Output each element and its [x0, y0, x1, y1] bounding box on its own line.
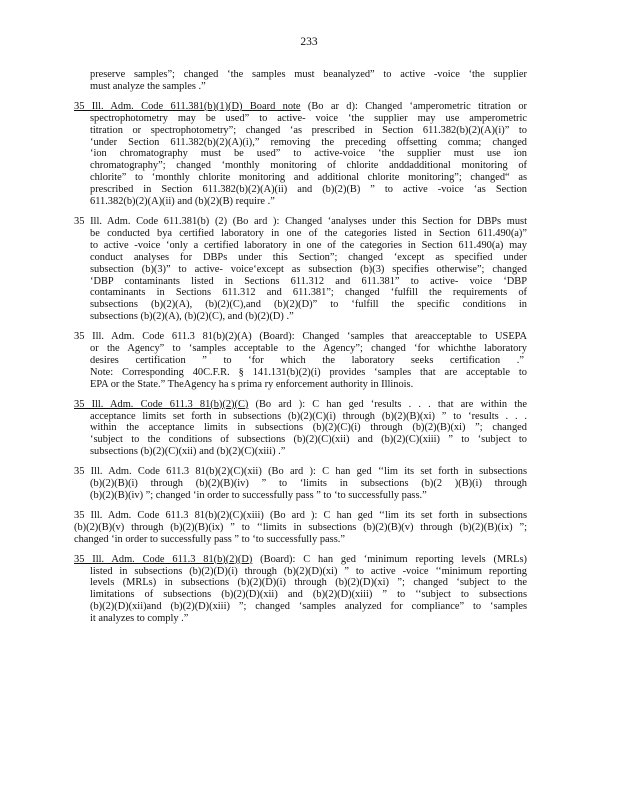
line-text: it analyzes to comply .”	[90, 613, 189, 625]
line-text: prescribed in Section 611.382(b)(2)(A)(ii) and (b)(2)(B) ” to active -voice ‘as Section	[90, 184, 527, 196]
text-line	[74, 613, 528, 625]
text-line	[74, 434, 528, 446]
text-line	[74, 276, 528, 288]
line-text: must analyze the samples .”	[90, 80, 206, 92]
text-line	[74, 137, 528, 149]
text-line	[74, 160, 528, 172]
text-line	[74, 446, 528, 458]
line-text: levels (MRLs) in subsections (b)(2)(D)(i) through (b)(2)(D)(xi) ”; changed ‘subject to the	[90, 577, 527, 589]
text-line	[74, 287, 528, 299]
text-line	[74, 216, 528, 228]
line-text: 35 Ill. Adm. Code 611.3 81(b)(2)(A) (Board): Changed ‘samples that areacceptable to USEPA	[74, 331, 527, 343]
text-line	[74, 172, 528, 184]
text-line	[74, 228, 528, 240]
text-line	[74, 355, 528, 367]
text-line	[74, 343, 528, 355]
text-line	[74, 184, 528, 196]
line-text: subsections (b)(2)(C)(xii) and (b)(2)(C)(xiii) .”	[90, 446, 286, 458]
line-text: or the Agency” to ‘samples acceptable to the Agency”; changed ‘for whichthe laboratory	[90, 343, 527, 355]
citation: 35 Ill. Adm. Code 611.3 81(b)(2)(C)	[74, 398, 249, 410]
text-line	[74, 196, 528, 208]
line-text: Note: Corresponding 40C.F.R. § 141.131(b)(2)(i) provides ‘samples that are acceptable to	[90, 366, 527, 378]
text-line	[74, 81, 528, 93]
comment-entry	[74, 331, 528, 391]
text-line	[74, 510, 528, 522]
text-line	[74, 125, 528, 137]
document-body	[74, 69, 528, 633]
line-text: conduct analyses for DBPs under this Section”; changed ‘except as specified under	[90, 251, 527, 263]
line-text: acceptance limits set forth in subsections (b)(2)(C)(i) through (b)(2)(B)(xi) ” to ‘results . . .	[90, 410, 527, 422]
text-line	[74, 113, 528, 125]
text-line	[74, 601, 528, 613]
comment-entry	[74, 216, 528, 323]
line-text: listed in subsections (b)(2)(D)(i) through (b)(2)(D)(xi) ” to active -voice ‘‘minimum reporting	[90, 565, 527, 577]
text-line	[74, 367, 528, 379]
line-text: (b)(2)(D)(xii)and (b)(2)(D)(xiii) ”; changed ‘samples analyzed for compliance” to ‘samples	[90, 601, 527, 613]
text-line	[74, 252, 528, 264]
page-number: 233	[300, 36, 318, 48]
line-text: 35 Ill. Adm. Code 611.3 81(b)(2)(C)(xiii) (Bo ard ): C han ged ‘‘lim its set forth in subsections	[74, 509, 527, 521]
comment-entry	[74, 101, 528, 208]
line-text: ‘DBP contaminants listed in Sections 611.312 and 611.381” to active- voice ‘DBP	[90, 275, 527, 287]
comment-entry	[74, 466, 528, 502]
line-text: subsections (b)(2)(A), (b)(2)(C), and (b)(2)(D) .”	[90, 311, 294, 323]
line-text: ‘ion chromatography must be used” to active-voice ‘the supplier must use ion	[90, 148, 527, 160]
text-line	[74, 69, 528, 81]
text-line	[74, 577, 528, 589]
line-text: titration or spectrophotometry”; changed ‘as prescribed in Section 611.382(b)(2)(A)(i)” to	[90, 124, 527, 136]
line-text: 35 Ill. Adm. Code 611.381(b) (2) (Bo ard ): Changed ‘analyses under this Section for DBPs must	[74, 215, 527, 227]
text-line	[74, 148, 528, 160]
line-text: within the acceptance limits in subsections (b)(2)(C)(i) through (b)(2)(B)(xi) ”; changed	[90, 422, 527, 434]
text-line	[74, 589, 528, 601]
line-text: desires certification ” to ‘for which the laboratory seeks certification .”	[90, 354, 524, 366]
text-line	[74, 411, 528, 423]
text-line	[74, 490, 528, 502]
line-text: (Bo ar d): Changed ‘amperometric titration or	[300, 100, 527, 112]
text-line	[74, 264, 528, 276]
comment-entry	[74, 399, 528, 459]
line-text: (Board): C han ged ‘minimum reporting levels (MRLs)	[252, 553, 528, 565]
line-text: ‘subject to the conditions of subsections (b)(2)(C)(xii) and (b)(2)(C)(xiii) ” to ‘subject to	[90, 434, 527, 446]
line-text: chlorite” to ‘monthly chlorite monitoring and additional chlorite monitoring”; changed“ as	[90, 172, 527, 184]
line-text: ‘under Section 611.382(b)(2)(A)(i),” removing the preceding offsetting comma; changed	[90, 136, 527, 148]
line-text: subsection (b)(3)” to active- voice‘except as subsection (b)(3) specifies otherwise”; changed	[90, 263, 527, 275]
text-line	[74, 101, 528, 113]
line-text: spectrophotometry may be used” to active- voice ‘the supplier may use amperometric	[90, 112, 527, 124]
citation: 35 Ill. Adm. Code 611.381(b)(1)(D) Board note	[74, 100, 301, 112]
line-text: to active -voice ‘only a certified laboratory in one of the categories in Section 611.490(a) may	[90, 239, 527, 251]
line-text: (b)(2)(B)(i) through (b)(2)(B)(iv) ” to ‘limits in subsections (b)(2 )(B)(i) through	[90, 478, 527, 490]
text-line	[74, 399, 528, 411]
comment-entry	[74, 69, 528, 93]
line-text: changed ‘in order to successfully pass ” to ‘to successfully pass.”	[74, 533, 345, 545]
line-text: EPA or the State.” TheAgency ha s prima ry enforcement authority in Illinois.	[90, 378, 414, 390]
text-line	[74, 478, 528, 490]
text-line	[74, 299, 528, 311]
text-line	[74, 422, 528, 434]
text-line	[74, 534, 528, 546]
line-text: be conducted bya certified laboratory in one of the categories listed in Section 611.490(a)”	[90, 227, 527, 239]
line-text: (b)(2)(B)(iv) ”; changed ‘in order to successfully pass ” to ‘to successfully pass.”	[90, 490, 427, 501]
line-text: limitations of subsections (b)(2)(D)(xii) and (b)(2)(D)(xiii) ” to ‘‘subject to subsections	[90, 589, 527, 601]
text-line	[74, 311, 528, 323]
line-text: chromatography”; changed ‘monthly monitoring of chlorite anddadditional monitoring of	[90, 160, 527, 172]
comment-entry	[74, 510, 528, 546]
text-line	[74, 566, 528, 578]
text-line	[74, 554, 528, 566]
text-line	[74, 466, 528, 478]
line-text: (Bo ard ): C han ged ‘results . . . that are within the	[248, 398, 527, 410]
line-text: contaminants in Sections 611.312 and 611.381”; changed ‘fulfill the requirements of	[90, 287, 527, 299]
comment-entry	[74, 554, 528, 625]
citation: 35 Ill. Adm. Code 611.3 81(b)(2)(D)	[74, 553, 253, 565]
text-line	[74, 331, 528, 343]
text-line	[74, 240, 528, 252]
line-text: preserve samples”; changed ‘the samples must beanalyzed” to active -voice ‘the supplier	[90, 69, 527, 80]
text-line	[74, 522, 528, 534]
line-text: 611.382(b)(2)(A)(ii) and (b)(2)(B) require .”	[90, 196, 275, 208]
text-line	[74, 379, 528, 391]
line-text: 35 Ill. Adm. Code 611.3 81(b)(2)(C)(xii) (Bo ard ): C han ged ‘‘lim its set forth in subsections	[74, 466, 527, 478]
line-text: subsections (b)(2)(A), (b)(2)(C),and (b)(2)(D)” to ‘fulfill the specific conditions in	[90, 299, 527, 311]
line-text: (b)(2)(B)(v) through (b)(2)(B)(ix) ” to ‘‘limits in subsections (b)(2)(B)(v) through (b)(2)(B)(ix) ”;	[74, 521, 527, 533]
